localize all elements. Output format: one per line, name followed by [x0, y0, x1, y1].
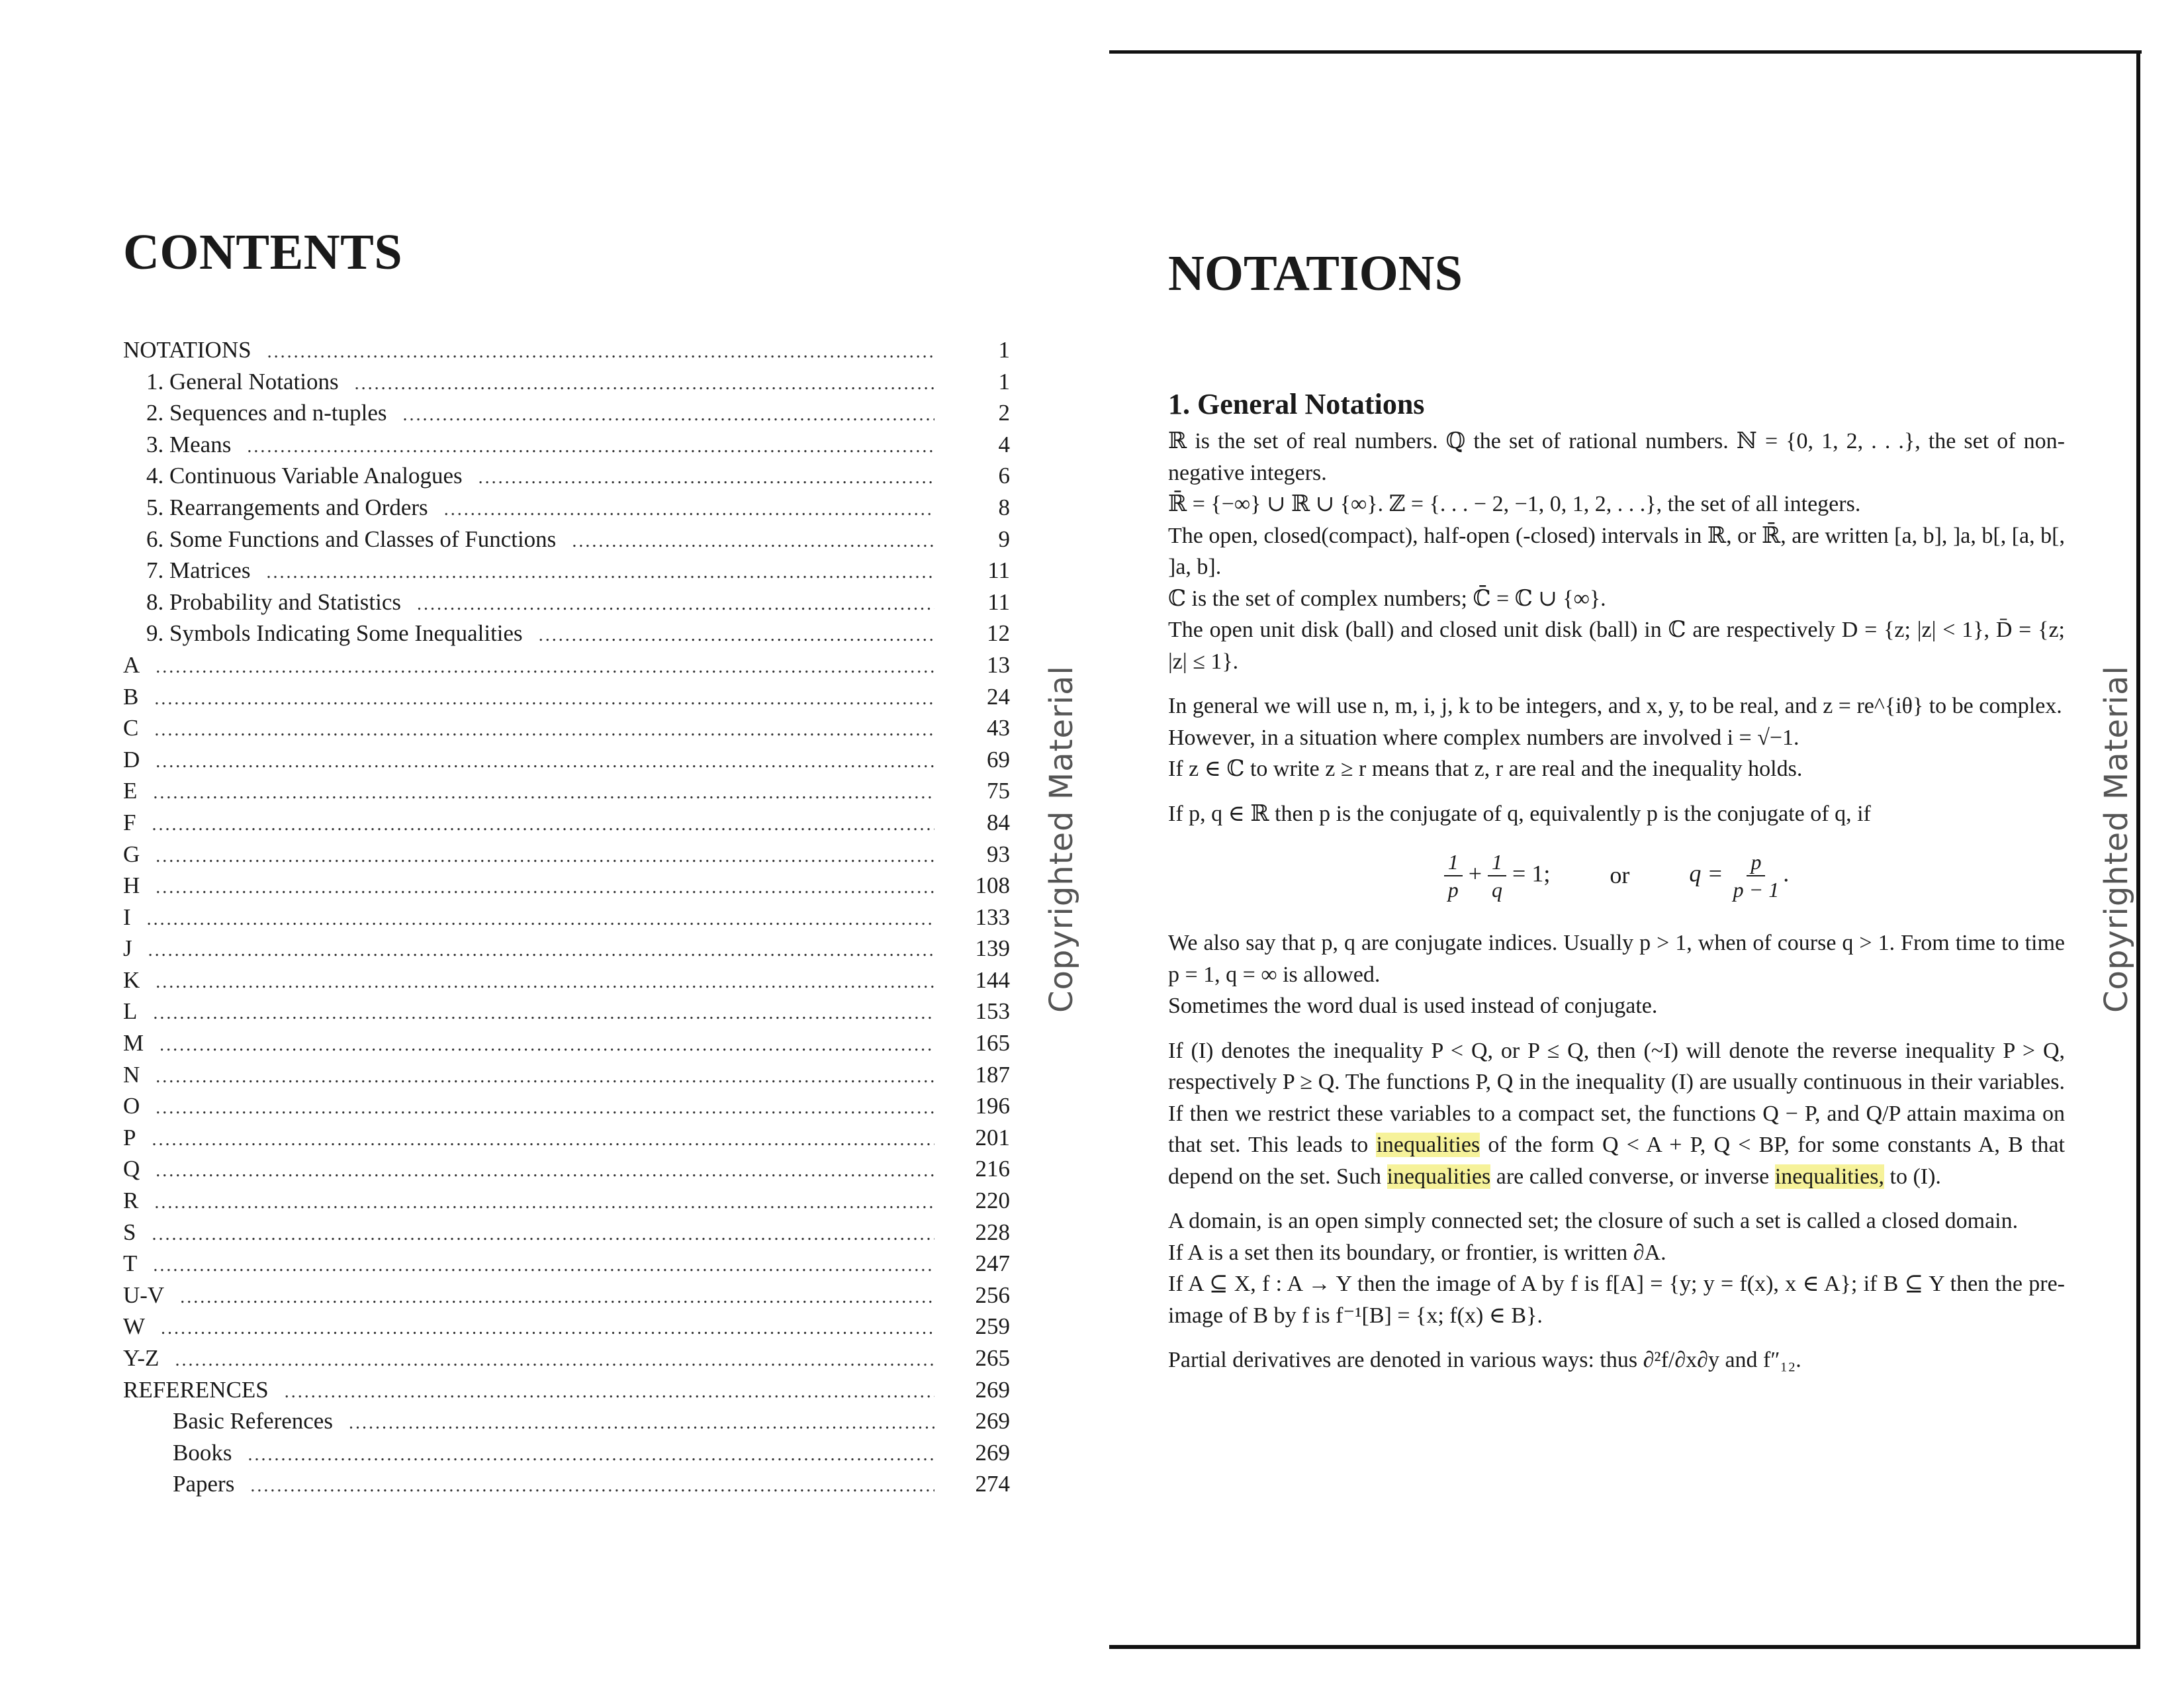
- toc-leader-dots: [156, 651, 934, 683]
- toc-label: P: [123, 1124, 136, 1150]
- toc-entry: [123, 1217, 1010, 1248]
- toc-entry: [123, 1468, 1010, 1500]
- toc-leader-dots: [154, 714, 934, 746]
- toc-leader-dots: [154, 1187, 934, 1219]
- toc-entry: [123, 460, 1010, 492]
- toc-label: 2. Sequences and n-tuples: [146, 400, 387, 426]
- toc-leader-dots: [156, 1155, 934, 1187]
- toc-page-number: 9: [998, 526, 1010, 552]
- toc-entry: [123, 1185, 1010, 1217]
- toc-entry: [123, 807, 1010, 839]
- paragraph: ℂ is the set of complex numbers; ℂ̄ = ℂ ∪ {∞}.: [1168, 586, 1606, 611]
- toc-label: REFERENCES: [123, 1376, 269, 1403]
- watermark-right: Copyrighted Material: [2098, 665, 2135, 1013]
- toc-entry: [123, 870, 1010, 902]
- toc-label: W: [123, 1313, 146, 1340]
- toc-entry: [123, 334, 1010, 366]
- toc-label: 7. Matrices: [146, 557, 251, 584]
- toc-leader-dots: [156, 1061, 934, 1093]
- toc-page-number: 259: [975, 1313, 1010, 1340]
- toc-page-number: 153: [975, 998, 1010, 1025]
- toc-label: Papers: [173, 1471, 235, 1497]
- paragraph: However, in a situation where complex numbers are involved i = √−1.: [1168, 725, 1799, 750]
- toc-label: C: [123, 715, 139, 741]
- toc-leader-dots: [349, 1407, 934, 1439]
- section-heading: 1. General Notations: [1168, 388, 1425, 420]
- toc-entry: [123, 775, 1010, 807]
- toc-page-number: 196: [975, 1093, 1010, 1119]
- toc-leader-dots: [156, 966, 934, 998]
- toc-entry: [123, 902, 1010, 933]
- toc-label: K: [123, 966, 140, 993]
- toc-entry: [123, 1090, 1010, 1122]
- toc-page-number: 8: [998, 494, 1010, 520]
- toc-label: 8. Probability and Statistics: [146, 588, 401, 615]
- toc-leader-dots: [152, 809, 934, 841]
- formula-right: q = $\frac{p}{p - 1}$ .: [1689, 850, 1790, 902]
- toc-leader-dots: [267, 336, 934, 368]
- toc-entry: [123, 1311, 1010, 1342]
- toc-label: O: [123, 1093, 140, 1119]
- toc-page-number: 1: [998, 368, 1010, 395]
- toc-page-number: 144: [975, 966, 1010, 993]
- toc-label: B: [123, 683, 139, 710]
- toc-label: H: [123, 872, 140, 899]
- toc-entry: [123, 712, 1010, 744]
- watermark-left: Copyrighted Material: [1043, 665, 1080, 1013]
- toc-entry: [123, 1342, 1010, 1374]
- toc-page-number: 247: [975, 1250, 1010, 1277]
- toc-entry: [123, 1059, 1010, 1091]
- fraction: $\frac{1}{q}$: [1488, 849, 1506, 903]
- toc-page-number: 133: [975, 904, 1010, 930]
- toc-leader-dots: [152, 1124, 934, 1156]
- toc-label: D: [123, 746, 140, 773]
- toc-label: Basic References: [173, 1408, 333, 1434]
- contents-title: CONTENTS: [123, 224, 403, 280]
- toc-label: M: [123, 1030, 144, 1056]
- toc-page-number: 2: [998, 400, 1010, 426]
- formula-or: or: [1610, 862, 1630, 889]
- toc-entry: [123, 1153, 1010, 1185]
- toc-entry: [123, 1405, 1010, 1437]
- toc-leader-dots: [153, 998, 934, 1029]
- toc-entry: [123, 1280, 1010, 1311]
- toc-entry: [123, 681, 1010, 713]
- paragraph: If A ⊆ X, f : A → Y then the image of A by f is f[A] = {y; y = f(x), x ∈ A}; if B ⊆ Y then the pre-image of B by f is f⁻¹[B] = {x; f(x) ∈ B}.: [1168, 1272, 2065, 1328]
- toc-page-number: 216: [975, 1156, 1010, 1182]
- toc-page-number: 12: [987, 620, 1010, 647]
- toc-leader-dots: [153, 777, 934, 809]
- paragraph: In general we will use n, m, i, j, k to be integers, and x, y, to be real, and z = re^{iθ} to be complex.: [1168, 694, 2062, 718]
- toc-leader-dots: [153, 1250, 934, 1282]
- toc-page-number: 139: [975, 935, 1010, 962]
- toc-leader-dots: [266, 557, 934, 588]
- toc-label: F: [123, 809, 136, 835]
- formula-left: $\frac{1}{p}$ + $\frac{1}{q}$ = 1;: [1444, 849, 1551, 903]
- paragraph: If A is a set then its boundary, or frontier, is written ∂A.: [1168, 1240, 1666, 1265]
- toc-page-number: 187: [975, 1061, 1010, 1088]
- toc-label: I: [123, 904, 131, 930]
- toc-leader-dots: [248, 1439, 934, 1471]
- toc-page-number: 75: [987, 778, 1010, 804]
- fraction: $\frac{1}{p}$: [1444, 849, 1463, 903]
- toc-page-number: 269: [975, 1376, 1010, 1403]
- toc-entry: [123, 555, 1010, 586]
- toc-entry: [123, 586, 1010, 618]
- notations-body: [1168, 387, 2065, 1376]
- toc-leader-dots: [403, 399, 934, 431]
- toc-label: S: [123, 1219, 136, 1245]
- toc-entry: [123, 1122, 1010, 1154]
- toc-entry: [123, 839, 1010, 870]
- toc-label: T: [123, 1250, 138, 1277]
- toc-leader-dots: [180, 1282, 934, 1313]
- toc-label: Y-Z: [123, 1345, 159, 1371]
- toc-page-number: 84: [987, 809, 1010, 835]
- toc-page-number: 93: [987, 841, 1010, 867]
- toc-entry: [123, 996, 1010, 1027]
- paragraph: The open unit disk (ball) and closed unit disk (ball) in ℂ are respectively D = {z; |z| < 1}, D̄ = {z; |z| ≤ 1}.: [1168, 618, 2065, 674]
- toc-leader-dots: [156, 746, 934, 778]
- toc-leader-dots: [152, 1219, 934, 1250]
- toc-page-number: 4: [998, 431, 1010, 457]
- toc-entry: [123, 429, 1010, 461]
- toc-label: 6. Some Functions and Classes of Functions: [146, 526, 557, 552]
- toc-leader-dots: [156, 872, 934, 904]
- toc-leader-dots: [478, 462, 934, 494]
- fraction: $\frac{p}{p - 1}$: [1733, 850, 1780, 902]
- toc-leader-dots: [147, 904, 934, 935]
- toc-label: A: [123, 651, 140, 678]
- toc-page-number: 11: [987, 557, 1010, 584]
- paragraph: If z ∈ ℂ to write z ≥ r means that z, r are real and the inequality holds.: [1168, 757, 1803, 781]
- toc-label: L: [123, 998, 138, 1025]
- toc-page-number: 24: [987, 683, 1010, 710]
- toc-label: N: [123, 1061, 140, 1088]
- toc-page-number: 220: [975, 1188, 1010, 1214]
- toc-page-number: 108: [975, 872, 1010, 899]
- toc-label: 5. Rearrangements and Orders: [146, 494, 428, 520]
- toc-label: 3. Means: [146, 431, 232, 457]
- toc-entry: [123, 933, 1010, 964]
- toc-leader-dots: [444, 494, 934, 526]
- toc-leader-dots: [355, 368, 934, 400]
- toc-leader-dots: [154, 683, 934, 715]
- toc-leader-dots: [159, 1029, 934, 1061]
- toc-leader-dots: [148, 935, 934, 966]
- toc-page-number: 269: [975, 1408, 1010, 1434]
- paragraph: The open, closed(compact), half-open (-closed) intervals in ℝ, or ℝ̄, are written [a, b], ]a, b[, [a, b[, ]a, b].: [1168, 523, 2065, 579]
- toc-leader-dots: [156, 1092, 934, 1124]
- toc-leader-dots: [161, 1313, 934, 1344]
- toc-page-number: 256: [975, 1282, 1010, 1308]
- toc-page-number: 11: [987, 588, 1010, 615]
- toc-page-number: 6: [998, 463, 1010, 489]
- toc-entry: [123, 1374, 1010, 1406]
- paragraph: ℝ̄ = {−∞} ∪ ℝ ∪ {∞}. ℤ = {. . . − 2, −1, 0, 1, 2, . . .}, the set of all integers.: [1168, 492, 1861, 516]
- toc-page-number: 265: [975, 1345, 1010, 1371]
- paragraph: ℝ is the set of real numbers. ℚ the set of rational numbers. ℕ = {0, 1, 2, . . .}, the set of non-negative integers.: [1168, 429, 2065, 485]
- toc-label: J: [123, 935, 132, 962]
- paragraph: Sometimes the word dual is used instead of conjugate.: [1168, 994, 1658, 1018]
- toc-page-number: 1: [998, 337, 1010, 363]
- toc-entry: [123, 649, 1010, 681]
- toc-label: G: [123, 841, 140, 867]
- paragraph: A domain, is an open simply connected set; the closure of such a set is called a closed domain.: [1168, 1209, 2019, 1233]
- toc-page-number: 274: [975, 1471, 1010, 1497]
- toc-entry: [123, 397, 1010, 429]
- toc-label: E: [123, 778, 138, 804]
- toc-page-number: 13: [987, 651, 1010, 678]
- toc-label: 4. Continuous Variable Analogues: [146, 463, 463, 489]
- highlight: inequalities: [1376, 1133, 1480, 1157]
- toc-entry: [123, 1437, 1010, 1469]
- highlight: inequalities,: [1774, 1164, 1884, 1189]
- toc-leader-dots: [175, 1344, 934, 1376]
- toc-label: 1. General Notations: [146, 368, 339, 395]
- toc-leader-dots: [285, 1376, 934, 1408]
- toc-leader-dots: [539, 620, 934, 651]
- toc-entry: [123, 1027, 1010, 1059]
- toc-entry: [123, 524, 1010, 555]
- toc-entry: [123, 618, 1010, 649]
- toc-entry: [123, 744, 1010, 776]
- toc-leader-dots: [572, 526, 934, 557]
- toc-leader-dots: [417, 588, 934, 620]
- paragraph-inequalities: If (I) denotes the inequality P < Q, or P ≤ Q, then (~I) will denote the reverse inequality P > Q, respectively P ≥ Q. The functions P, Q in the inequality (I) are usually continuous in their variables. If then we restrict these variables to a compact set, the functions Q − P, and Q/P attain maxima on that set. This leads to inequalities of the form Q < A + P, Q < BP, for some constants A, B that depend on the set. Such inequalities are called converse, or inverse inequalities, to (I).: [1168, 1038, 2065, 1189]
- conjugate-formula: [1168, 836, 2065, 915]
- toc-leader-dots: [250, 1470, 934, 1502]
- toc-page-number: 269: [975, 1439, 1010, 1466]
- paragraph: Partial derivatives are denoted in various ways: thus ∂²f/∂x∂y and f″₁₂.: [1168, 1348, 1801, 1372]
- toc-page-number: 201: [975, 1124, 1010, 1150]
- table-of-contents: [123, 334, 1010, 1500]
- toc-leader-dots: [156, 841, 934, 872]
- toc-page-number: 165: [975, 1030, 1010, 1056]
- toc-label: U-V: [123, 1282, 165, 1308]
- toc-page-number: 69: [987, 746, 1010, 773]
- highlight: inequalities: [1387, 1164, 1491, 1189]
- toc-label: 9. Symbols Indicating Some Inequalities: [146, 620, 523, 647]
- paragraph: If p, q ∈ ℝ then p is the conjugate of q, equivalently p is the conjugate of q, if: [1168, 801, 1871, 826]
- toc-entry: [123, 964, 1010, 996]
- toc-label: R: [123, 1188, 139, 1214]
- toc-entry: [123, 366, 1010, 398]
- toc-entry: [123, 492, 1010, 524]
- paragraph: We also say that p, q are conjugate indices. Usually p > 1, when of course q > 1. From time to time p = 1, q = ∞ is allowed.: [1168, 931, 2065, 987]
- notations-title: NOTATIONS: [1168, 246, 1463, 301]
- toc-page-number: 228: [975, 1219, 1010, 1245]
- toc-leader-dots: [247, 431, 934, 463]
- toc-page-number: 43: [987, 715, 1010, 741]
- toc-label: Q: [123, 1156, 140, 1182]
- toc-label: NOTATIONS: [123, 337, 251, 363]
- toc-label: Books: [173, 1439, 232, 1466]
- toc-entry: [123, 1248, 1010, 1280]
